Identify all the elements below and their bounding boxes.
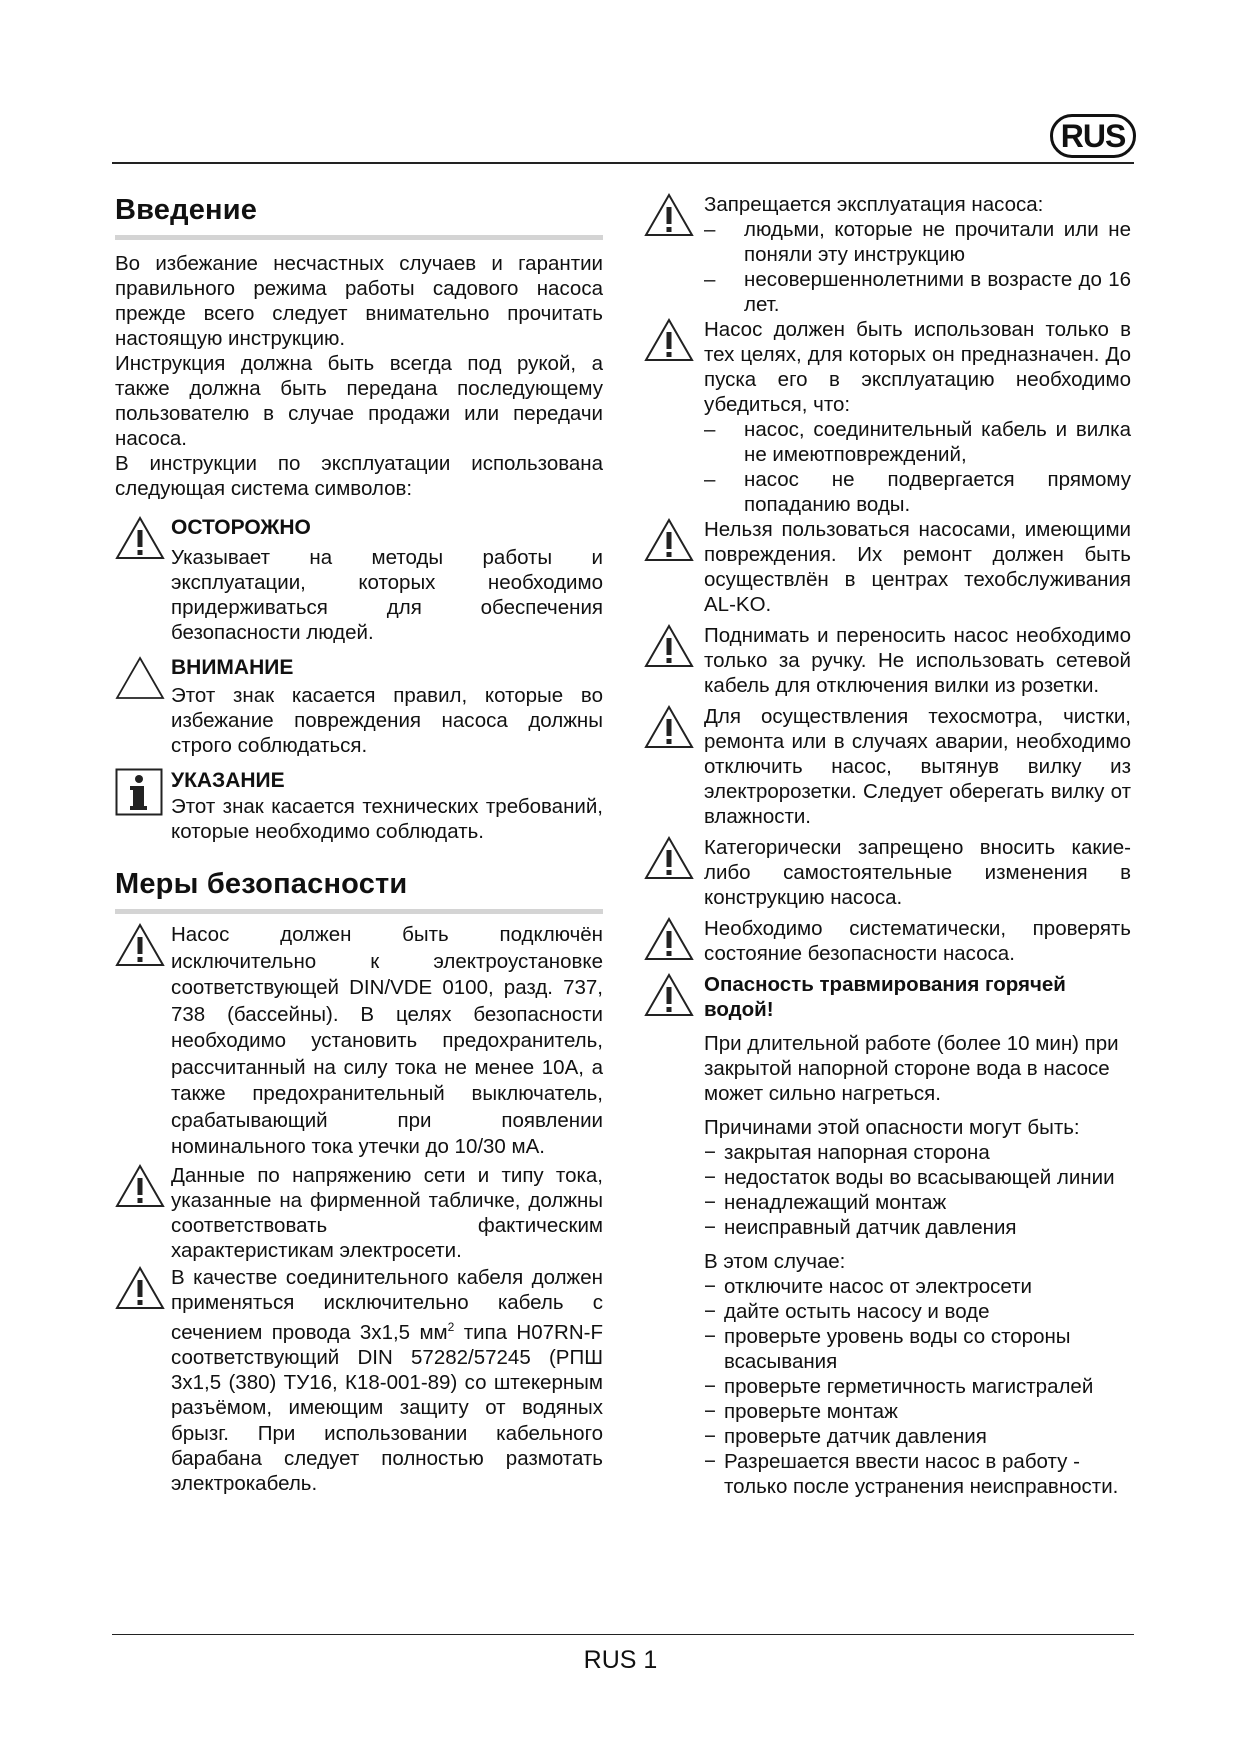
- symbol-text: Указывает на методы работы и эксплуатации, которых необходимо придерживаться для обеспечения безопасности людей.: [171, 546, 603, 644]
- notice-text: Поднимать и переносить насос необходимо только за ручку. Не использовать сетевой кабель для отключения вилки из розетки.: [704, 624, 1131, 697]
- safety-item-cable: [115, 1265, 603, 1497]
- safety-heading: Меры безопасности: [115, 868, 603, 914]
- notice-carry: [644, 623, 1131, 698]
- notice-text: Для осуществления техосмотра, чистки, ремонта или в случаях аварии, необходимо отключить насос, вытянув вилку из электророзетки. Следует оберегать вилку от влажности.: [704, 705, 1131, 828]
- notice-inspection: [644, 916, 1131, 966]
- cable-text-start: В качестве соединительного кабеля должен применяться исключительно кабель с сечением провода 3х1,5 мм: [171, 1265, 603, 1344]
- safety-text: Данные по напряжению сети и типу тока, указанные на фирменной табличке, должны соответствовать фактическим характеристикам электросети.: [171, 1163, 603, 1262]
- symbol-text: Этот знак касается правил, которые во избежание повреждения насоса должны строго соблюдаться.: [171, 684, 603, 757]
- page-number: RUS 1: [583, 1646, 658, 1674]
- intro-paragraph: Во избежание несчастных случаев и гарантии правильного режима работы садового насоса прежде всего следует внимательно прочитать настоящую инструкцию.: [115, 252, 603, 350]
- list-item: − проверьте уровень воды со стороны всасывания: [704, 1324, 1131, 1374]
- actions-head: В этом случае:: [704, 1250, 846, 1273]
- symbol-title: УКАЗАНИЕ: [171, 769, 285, 792]
- symbol-title: ВНИМАНИЕ: [171, 656, 294, 679]
- symbol-text: Этот знак касается технических требований, которые необходимо соблюдать.: [171, 795, 603, 843]
- warning-exclamation-triangle-icon: [644, 517, 704, 563]
- purpose-text: Насос должен быть использован только в тех целях, для которых он предназначен. До пуска его в эксплуатацию необходимо убедиться, что:: [704, 318, 1131, 416]
- forbidden-list: [704, 217, 1131, 317]
- safety-text: Насос должен быть подключён исключительно к электроустановке соответствующей DIN/VDE 0100, разд. 737, 738 (бассейны). В целях безопасности необходимо установить предохранитель, рассчитанный на силу тока не менее 10A, а также предохранительный выключатель, срабатывающий при появлении номинального тока утечки до 10/30 мА.: [171, 923, 603, 1158]
- warning-exclamation-triangle-icon: [115, 1163, 171, 1209]
- warning-exclamation-triangle-icon: [644, 317, 704, 363]
- notice-maintenance: [644, 704, 1131, 829]
- warning-exclamation-triangle-icon: [115, 1265, 171, 1311]
- warning-exclamation-triangle-icon: [644, 704, 704, 750]
- right-column: [644, 184, 1131, 1499]
- hot-water-title: Опасность травмирования горячей водой!: [704, 973, 1066, 1021]
- intro-paragraph: В инструкции по эксплуатации использована следующая система символов:: [115, 452, 603, 500]
- list-item: − отключите насос от электросети: [704, 1274, 1131, 1299]
- list-item: – насос, соединительный кабель и вилка не имеютповреждений,: [704, 417, 1131, 467]
- causes-head: Причинами этой опасности могут быть:: [704, 1116, 1080, 1139]
- notice-damaged: [644, 517, 1131, 617]
- header-rule: [112, 162, 1134, 164]
- list-item: − проверьте монтаж: [704, 1399, 1131, 1424]
- list-item: − дайте остыть насосу и воде: [704, 1299, 1131, 1324]
- forbidden-block: [644, 192, 1131, 317]
- warning-exclamation-triangle-icon: [644, 192, 704, 238]
- list-item: – несовершеннолетними в возрасте до 16 лет.: [704, 267, 1131, 317]
- notice-modification: [644, 835, 1131, 910]
- list-item: − проверьте датчик давления: [704, 1424, 1131, 1449]
- list-item: − недостаток воды во всасывающей линии: [704, 1165, 1131, 1190]
- safety-text: [171, 1265, 603, 1497]
- notice-text: Категорически запрещено вносить какие-либо самостоятельные изменения в конструкцию насоса.: [704, 836, 1131, 909]
- cable-text-end: типа H07RN-F соответствующий DIN 57282/57245 (РПШ 3х1,5 (380) ТУ16, К18-001-89) со штекерным разъёмом, имеющим защиту от водяных брызг. При использовании кабельного барабана следует полностью размотать электрокабель.: [171, 1320, 603, 1495]
- hot-water-text: При длительной работе (более 10 мин) при закрытой напорной стороне вода в насосе может сильно нагреться.: [704, 1032, 1119, 1105]
- warning-exclamation-triangle-icon: [644, 972, 704, 1018]
- list-item: − ненадлежащий монтаж: [704, 1190, 1131, 1215]
- warning-exclamation-triangle-icon: [115, 515, 171, 561]
- list-item: − проверьте герметичность магистралей: [704, 1374, 1131, 1399]
- list-item: – людьми, которые не прочитали или не поняли эту инструкцию: [704, 217, 1131, 267]
- list-item: − неисправный датчик давления: [704, 1215, 1131, 1240]
- symbol-attention: [115, 655, 603, 758]
- language-badge: RUS: [1050, 114, 1136, 158]
- intro-section: [115, 251, 603, 501]
- warning-exclamation-triangle-icon: [644, 623, 704, 669]
- footer-rule: [112, 1634, 1134, 1635]
- notice-text: Нельзя пользоваться насосами, имеющими повреждения. Их ремонт должен быть осуществлён в центрах техобслуживания AL-KO.: [704, 518, 1131, 616]
- info-icon: [115, 768, 171, 816]
- intro-paragraph: Инструкция должна быть всегда под рукой, а также должна быть передана последующему пользователю в случае продажи или передачи насоса.: [115, 352, 603, 450]
- warning-exclamation-triangle-icon: [644, 916, 704, 962]
- list-item: – насос не подвергается прямому попаданию воды.: [704, 467, 1131, 517]
- intro-heading: Введение: [115, 194, 603, 240]
- warning-exclamation-triangle-icon: [644, 835, 704, 881]
- notice-text: Необходимо систематически, проверять состояние безопасности насоса.: [704, 917, 1131, 965]
- list-item: − Разрешается ввести насос в работу - только после устранения неисправности.: [704, 1449, 1131, 1499]
- symbol-title: ОСТОРОЖНО: [171, 516, 311, 539]
- left-column: [115, 184, 603, 1496]
- symbol-note: [115, 768, 603, 844]
- hot-water-block: [644, 972, 1131, 1499]
- symbol-caution: [115, 515, 603, 645]
- forbidden-head: Запрещается эксплуатация насоса:: [704, 193, 1044, 216]
- warning-exclamation-triangle-icon: [115, 922, 171, 968]
- purpose-list: [704, 417, 1131, 517]
- safety-item-connection: [115, 922, 603, 1161]
- safety-item-voltage: [115, 1163, 603, 1263]
- purpose-block: [644, 317, 1131, 517]
- cable-superscript: 2: [447, 1319, 455, 1334]
- empty-warning-triangle-icon: [115, 655, 171, 701]
- causes-list: [704, 1140, 1131, 1240]
- list-item: − закрытая напорная сторона: [704, 1140, 1131, 1165]
- actions-list: [704, 1274, 1131, 1499]
